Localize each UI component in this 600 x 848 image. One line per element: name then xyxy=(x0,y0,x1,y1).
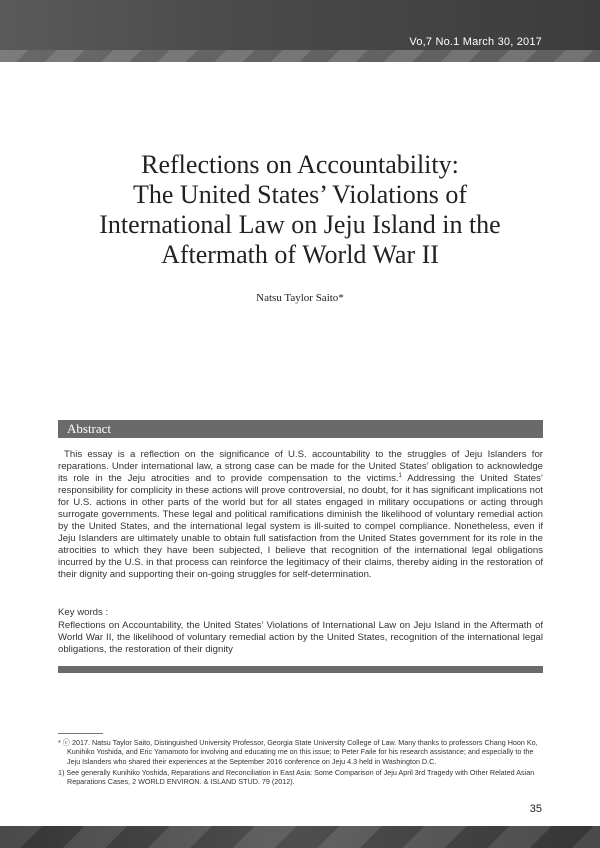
header-stripe xyxy=(0,50,600,62)
abstract-heading-bar xyxy=(58,420,543,438)
keywords-text: Reflections on Accountability, the United States’ Violations of International Law on Jeju Island in the Aftermath of World War II, the likelihood of voluntary remedial action by the United States, recognition of the international legal obligations, the restoration of their dignity xyxy=(58,620,543,655)
abstract-text-part2: Addressing the United States’ responsibility for complicity in these actions will prove controversial, no doubt, for it has significant implications not for U.S. actions in other parts of the world but for all states engaged in military occupations or acting through surrogate governments. These legal and political ramifications diminish the likelihood of voluntary remedial action by the United States, and the international legal system is ill-suited to compel compliance. Nonetheless, even if Jeju Islanders are ultimately unable to obtain full satisfaction from the United States government for its role in the atrocities to which they have been subjected, I believe that recognition of the international legal obligations incurred by the U.S. in that process can reinforce the legitimacy of their claims, thereby aiding in the restoration of their dignity and supporting their on-going struggles for self-determination. xyxy=(58,473,544,580)
title-line: The United States’ Violations of xyxy=(133,180,467,209)
footer-band xyxy=(0,826,600,848)
abstract-text-part1: This essay is a reflection on the significance of U.S. accountability to the struggles of Jeju Islanders for reparations. Under international law, a strong case can be made for the United States’ obligation to acknowledge its role in the Jeju atrocities and to provide compensation to the victims. xyxy=(58,449,543,484)
article-title xyxy=(40,150,560,270)
issue-info: Vo,7 No.1 March 30, 2017 xyxy=(409,36,542,48)
title-line: Reflections on Accountability: xyxy=(141,150,459,179)
footnote-ref: 1 xyxy=(398,472,402,479)
abstract-heading: Abstract xyxy=(67,421,112,436)
footnote-author: * ⓒ 2017. Natsu Taylor Saito, Distinguished University Professor, Georgia State University College of Law. Many thanks to professors Chang Hoon Ko, Kunihiko Yoshida, and Eric Yamamoto for involving and educating me on this issue; to Peter Faile for his research assistance; and especially to the Jeju Islanders who shared their experiences at the September 2016 conference on Jeju 4.3 held in Washington D.C. xyxy=(58,738,538,766)
footnotes xyxy=(58,738,543,786)
title-line: Aftermath of World War II xyxy=(161,240,439,269)
title-line: International Law on Jeju Island in the xyxy=(99,210,501,239)
keywords-label: Key words : xyxy=(58,607,109,618)
header-band xyxy=(0,0,600,62)
footnote-rule xyxy=(58,733,103,734)
abstract-body xyxy=(58,449,543,581)
footer-stripe xyxy=(0,826,600,848)
author-name: Natsu Taylor Saito* xyxy=(256,292,344,304)
section-divider xyxy=(58,666,543,673)
footnote-1: 1) See generally Kunihiko Yoshida, Reparations and Reconciliation in East Asia: Some Comparison of Jeju April 3rd Tragedy with Other Related Asian Reparations Cases, 2 WORLD ENVIRON. & ISLAND STUD. 79 (2012). xyxy=(58,767,535,787)
page-number: 35 xyxy=(529,803,542,815)
